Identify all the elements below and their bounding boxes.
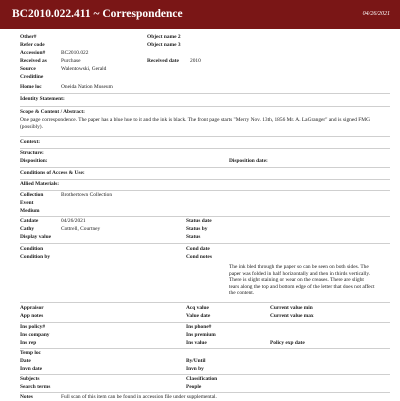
- other-label: Other#: [20, 34, 37, 40]
- cond-notes-label: Cond notes: [186, 254, 212, 260]
- appraisor-label: Appraisor: [20, 305, 44, 311]
- people-label: People: [186, 384, 202, 390]
- collection-value: Brothertown Collection: [61, 192, 113, 198]
- notes-label: Notes: [20, 394, 33, 400]
- status-label: Status: [186, 234, 201, 240]
- divider: [20, 93, 390, 94]
- divider: [20, 322, 390, 323]
- status-by-label: Status by: [186, 226, 208, 232]
- refer-code-label: Refer code: [20, 42, 45, 48]
- status-date-label: Status date: [186, 218, 212, 224]
- disposition-date-label: Disposition date:: [229, 158, 268, 164]
- context-label: Context:: [20, 139, 41, 145]
- divider: [20, 136, 390, 137]
- invn-date-label: Invn date: [20, 366, 43, 372]
- ins-company-label: Ins company: [20, 332, 50, 338]
- home-loc-value: Oneida Nation Museum: [61, 84, 113, 90]
- event-label: Event: [20, 200, 34, 206]
- date-label: Date: [20, 358, 31, 364]
- current-value-min-label: Current value min: [270, 305, 313, 311]
- notes-value: Full scan of this item can be found in accession file under supplemental.: [61, 394, 217, 400]
- divider: [20, 179, 390, 180]
- condition-by-label: Condition by: [20, 254, 51, 260]
- value-date-label: Value date: [186, 313, 211, 319]
- received-date-value: 2010: [190, 58, 201, 64]
- ins-policy-label: Ins policy#: [20, 324, 46, 330]
- creditline-label: Creditline: [20, 74, 44, 80]
- catdate-label: Catdate: [20, 218, 39, 224]
- record-title: BC2010.022.411 ~ Correspondence: [12, 8, 183, 20]
- identity-statement-label: Identity Statement:: [20, 96, 65, 102]
- ins-premium-label: Ins premium: [186, 332, 216, 338]
- divider: [20, 148, 390, 149]
- divider: [20, 348, 390, 349]
- temp-loc-label: Temp loc: [20, 350, 41, 356]
- policy-exp-date-label: Policy exp date: [270, 340, 305, 346]
- divider: [20, 243, 390, 244]
- accession-value: BC2010.022: [61, 50, 89, 56]
- ins-value-label: Ins value: [186, 340, 207, 346]
- current-value-max-label: Current value max: [270, 313, 314, 319]
- received-as-value: Purchase: [61, 58, 81, 64]
- scope-content-label: Scope & Content / Abstract:: [20, 109, 85, 115]
- conditions-access-label: Conditions of Access & Use:: [20, 170, 85, 176]
- divider: [20, 392, 390, 393]
- structure-label: Structure:: [20, 150, 44, 156]
- divider: [20, 374, 390, 375]
- object-name-2-label: Object name 2: [147, 34, 181, 40]
- invn-by-label: Invn by: [186, 366, 204, 372]
- cond-date-label: Cond date: [186, 246, 210, 252]
- record-date: 04/26/2021: [362, 11, 390, 17]
- ins-rep-label: Ins rep: [20, 340, 37, 346]
- record-header: [0, 0, 400, 29]
- cond-notes-value: The ink bled through the paper so can be seen on both sides. The paper was folded in half horizontally and then in thirds vertically. There is slight staining or wear on the creases. There are slight tears along the top and bottom edge of the letter that does not affect the content.: [229, 264, 375, 297]
- source-value: Walentowski, Gerald: [61, 66, 107, 72]
- divider: [20, 106, 390, 107]
- received-as-label: Received as: [20, 58, 47, 64]
- disposition-label: Disposition:: [20, 158, 48, 164]
- display-value-label: Display value: [20, 234, 52, 240]
- accession-label: Accession#: [20, 50, 46, 56]
- object-name-3-label: Object name 3: [147, 42, 181, 48]
- divider: [20, 190, 390, 191]
- catdate-value: 04/26/2021: [61, 218, 86, 224]
- collection-label: Collection: [20, 192, 44, 198]
- search-terms-label: Search terms: [20, 384, 51, 390]
- medium-label: Medium: [20, 208, 40, 214]
- cathy-label: Cathy: [20, 226, 35, 232]
- by-until-label: By/Until: [186, 358, 206, 364]
- acq-value-label: Acq value: [186, 305, 209, 311]
- app-notes-label: App notes: [20, 313, 44, 319]
- ins-phone-label: Ins phone#: [186, 324, 212, 330]
- source-label: Source: [20, 66, 36, 72]
- divider: [20, 302, 390, 303]
- cathy-value: Cottrell, Courtney: [61, 226, 101, 232]
- allied-materials-label: Allied Materials:: [20, 181, 60, 187]
- home-loc-label: Home loc: [20, 84, 42, 90]
- classification-label: Classification: [186, 376, 218, 382]
- divider: [20, 216, 390, 217]
- divider: [20, 167, 390, 168]
- received-date-label: Received date: [147, 58, 179, 64]
- subjects-label: Subjects: [20, 376, 40, 382]
- scope-content-value: One page correspondence. The paper has a blue hue to it and the ink is black. The front page starts "Merry Nov. 13th, 1856 Mr. A. LaGranger" and is signed FMG (possibly).: [20, 117, 370, 130]
- condition-label: Condition: [20, 246, 44, 252]
